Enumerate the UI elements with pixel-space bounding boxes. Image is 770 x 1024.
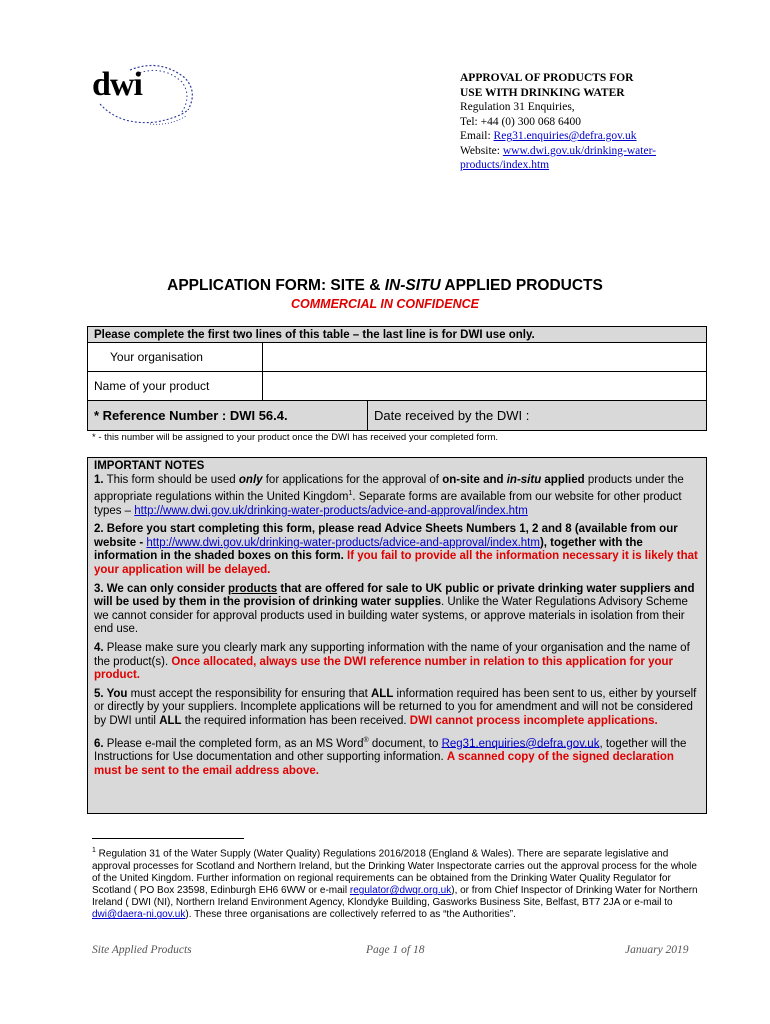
- page-subtitle: COMMERCIAL IN CONFIDENCE: [291, 297, 479, 311]
- reference-table: [87, 400, 707, 431]
- page-title: APPLICATION FORM: SITE & IN-SITU APPLIED PRODUCTS: [167, 277, 603, 294]
- date-received: Date received by the DWI :: [368, 401, 707, 431]
- footnote-divider: [92, 838, 244, 839]
- header-line1: APPROVAL OF PRODUCTS FOR: [460, 72, 634, 84]
- note-1-link[interactable]: http://www.dwi.gov.uk/drinking-water-products/advice-and-approval/index.htm: [134, 504, 528, 517]
- note-6: 6. Please e-mail the completed form, as an MS Word® document, to Reg31.enquiries@defra.gov.uk, together will the Instructions for Use documentation and other supporting information. A scanned copy of the signed declaration must be sent to the email address above.: [94, 736, 687, 777]
- footer-date: January 2019: [625, 944, 689, 956]
- note-1: 1. This form should be used only for applications for the approval of on-site and in-situ applied products under the appropriate regulations within the United Kingdom$^1$. Separate forms are available from our website for other product types – http://www.dwi.gov.uk/drinking-water-products/advice-and-approval/index.htm: [94, 473, 684, 517]
- header-website-row: Website: www.dwi.gov.uk/drinking-water-: [460, 144, 657, 157]
- reference-number: * Reference Number : DWI 56.4.: [88, 401, 368, 431]
- important-notes: [87, 457, 707, 814]
- note-2: 2. Before you start completing this form, please read Advice Sheets Numbers 1, 2 and 8 (available from our website - http://www.dwi.gov.uk/drinking-water-products/advice-and-approval/index.htm), together with the information in the shaded boxes on this form. If you fail to provide all the information necessary it is likely that your application will be delayed.: [94, 523, 698, 576]
- product-name-field[interactable]: [263, 372, 707, 401]
- contact-block: [460, 71, 740, 173]
- header-website-link-cont[interactable]: products/index.htm: [460, 159, 550, 171]
- note-3: 3. We can only consider products that are offered for sale to UK public or private drinking water suppliers and will be used by them in the provision of drinking water supplies. Unlike the Water Regulations Advisory Scheme we cannot consider for approval products used in building water systems, or approve materials in isolation from their end use.: [94, 582, 695, 636]
- footnote-email-daera[interactable]: dwi@daera-ni.gov.uk: [92, 909, 186, 921]
- header-line2: USE WITH DRINKING WATER: [460, 86, 625, 99]
- notes-heading: IMPORTANT NOTES: [94, 460, 205, 472]
- organisation-field[interactable]: [263, 343, 707, 372]
- footnote-1: $^1$ Regulation 31 of the Water Supply (Water Quality) Regulations 2016/2018 (England & Wales). There are separate legislative and approval processes for Scotland and Northern Ireland, but the Drinking Water Inspectorate carries out the approval process for the whole of the United Kingdom. Further information on regional requirements can be obtained from the Drinking Water Quality Regulator for Scotland ( PO Box 23598, Edinburgh EH6 6WW or e-mail regulator@dwqr.org.uk), or from Chief Inspector of Drinking Water for Northern Ireland ( DWI (NI), Northern Ireland Environment Agency, Klondyke Building, Gasworks Business Site, Belfast, BT7 2JA or e-mail to dwi@daera-ni.gov.uk). These three organisations are collectively referred to as “the Authorities”.: [92, 847, 698, 921]
- header-website-link[interactable]: www.dwi.gov.uk/drinking-water-: [502, 144, 657, 157]
- organisation-label: Your organisation: [88, 343, 263, 372]
- note-2-link[interactable]: http://www.dwi.gov.uk/drinking-water-products/advice-and-approval/index.htm: [146, 536, 540, 549]
- footnote-email-dwqr[interactable]: regulator@dwqr.org.uk: [349, 884, 452, 896]
- page-number: Page 1 of 18: [366, 944, 425, 956]
- product-name-label: Name of your product: [88, 372, 263, 401]
- note-6-email-link[interactable]: Reg31.enquiries@defra.gov.uk: [441, 737, 600, 750]
- reference-note: * - this number will be assigned to your product once the DWI has received your completed form.: [92, 432, 499, 443]
- logo-text: dwi: [92, 66, 142, 103]
- note-5: 5. You must accept the responsibility for ensuring that ALL information required has been sent to us, either by yourself or directly by your suppliers. Incomplete applications will be returned to you for amendment and will not be considered by DWI until ALL the required information has been received. DWI cannot process incomplete applications.: [94, 687, 697, 727]
- header-email-row: Email: Reg31.enquiries@defra.gov.uk: [460, 130, 637, 142]
- header-line3: Regulation 31 Enquiries,: [460, 101, 575, 113]
- application-table: [87, 326, 707, 401]
- table-header: Please complete the first two lines of this table – the last line is for DWI use only.: [88, 327, 707, 343]
- note-4: 4. Please make sure you clearly mark any supporting information with the name of your organisation and the name of the product(s). Once allocated, always use the DWI reference number in relation to this application for your product.: [94, 641, 690, 682]
- dwi-logo: [90, 60, 200, 130]
- header-tel: Tel: +44 (0) 300 068 6400: [460, 115, 581, 128]
- footer-left: Site Applied Products: [92, 944, 192, 956]
- header-email-link[interactable]: Reg31.enquiries@defra.gov.uk: [493, 130, 637, 142]
